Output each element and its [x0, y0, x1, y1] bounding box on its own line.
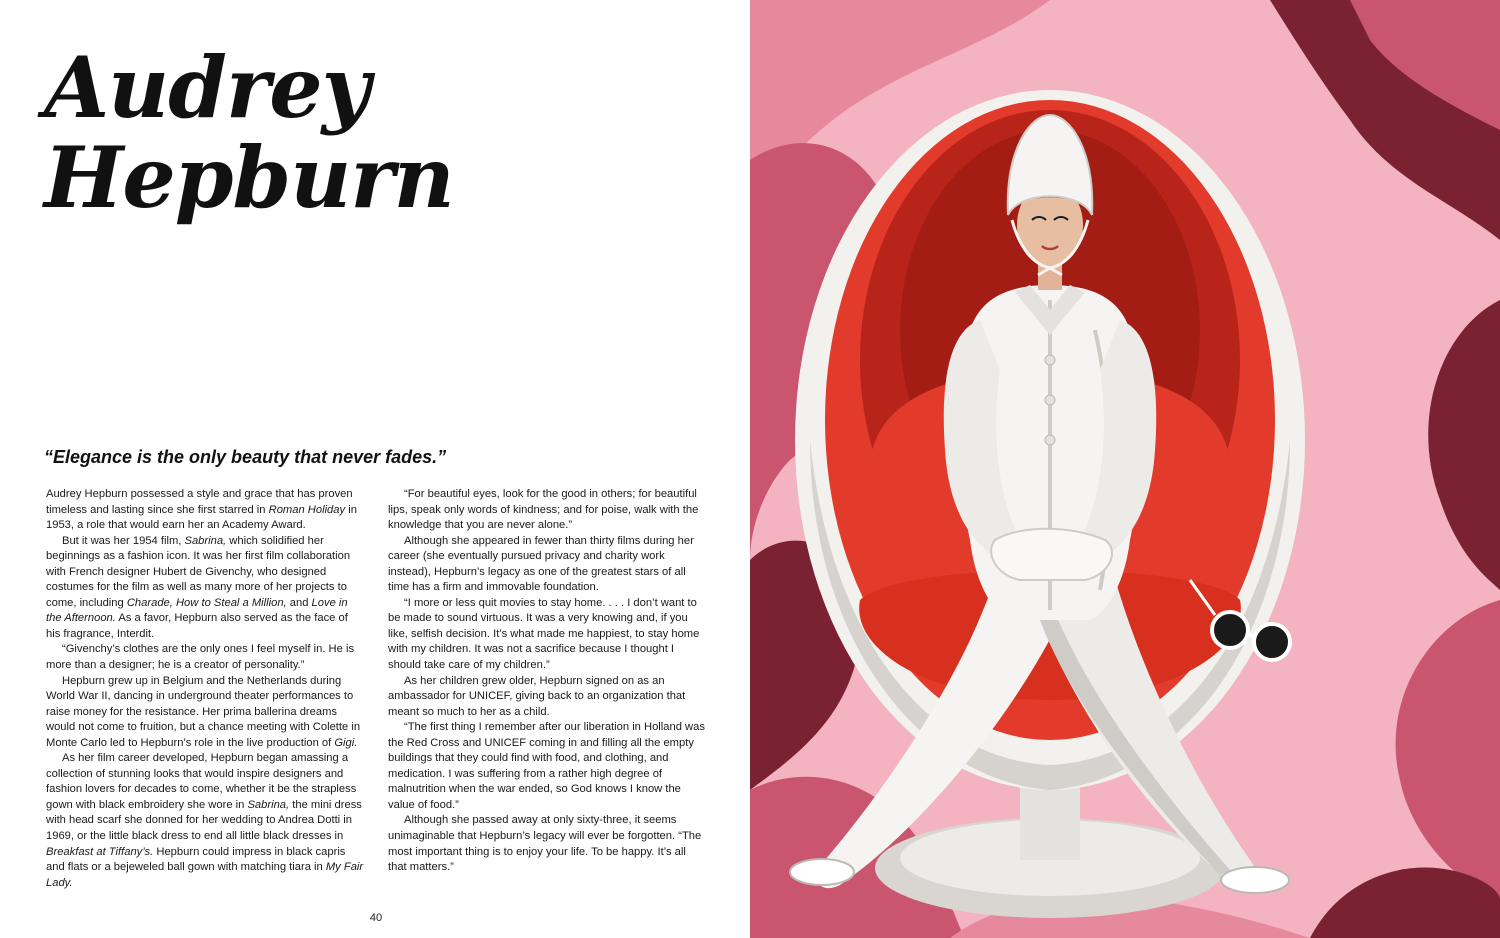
paragraph: Although she passed away at only sixty-three, it seems unimaginable that Hepburn’s legacy will ever be forgotten. “The most important thing is to enjoy your life. To be happy. It’s all that matters.”	[388, 814, 702, 874]
paragraph: As her children grew older, Hepburn signed on as an ambassador for UNICEF, giving back to an organization that meant so much to her as a child.	[388, 674, 686, 718]
page-number: 40	[369, 912, 383, 924]
paragraph: But it was her 1954 film, Sabrina, which solidified her beginnings as a fashion icon. It was her first film collaboration with French designer Hubert de Givenchy, who designed costumes for the film as well as many more of her projects to come, including Charade, How to Steal a Million, and Love in the Afternoon. As a favor, Hepburn also served as the face of his fragrance, Interdit.	[46, 534, 351, 640]
title-last-name: Hepburn	[44, 128, 454, 227]
film-title: Breakfast at Tiffany’s.	[46, 845, 154, 858]
film-title: Roman Holiday	[268, 503, 346, 516]
film-title: Sabrina,	[184, 534, 227, 547]
paragraph: Audrey Hepburn possessed a style and grace that has proven timeless and lasting since she first starred in Roman Holiday in 1953, a role that would earn her an Academy Award.	[46, 488, 357, 532]
film-title: Love in the Afternoon.	[46, 596, 348, 625]
title-first-name: Audrey	[44, 38, 370, 137]
quote-paragraph: “Givenchy’s clothes are the only ones I feel myself in. He is more than a designer; he is a creator of personality.”	[46, 643, 355, 672]
text-column-right	[388, 487, 706, 876]
quote-paragraph: “I more or less quit movies to stay home. . . . I don’t want to be made to sound virtuous. It was a very knowing and, if you like, selfish decision. It’s what made me happiest, to stay home with my children. It was not a sacrifice because I thought I should take care of my children.”	[388, 596, 700, 672]
right-shoe	[1221, 867, 1289, 893]
coat-button	[1045, 355, 1055, 365]
paragraph: Hepburn grew up in Belgium and the Netherlands during World War II, dancing in underground theater performances to raise money for the resistance. Her prima ballerina dreams would not come to fruition, but a chance meeting with Colette in Monte Carlo led to Hepburn’s role in the live production of Gigi.	[46, 674, 361, 749]
illustration-page	[750, 0, 1500, 938]
film-title: Gigi.	[334, 736, 358, 749]
paragraph: As her film career developed, Hepburn began amassing a collection of stunning looks that would inspire designers and fashion lovers for decades to come, whether it be the strapless gown with black embroidery she wore in Sabrina, the mini dress with head scarf she donned for her wedding to Andrea Dotti in 1969, or the little black dress to end all little black dresses in Breakfast at Tiffany’s. Hepburn could impress in black capris and flats or a bejeweled ball gown with matching tiara in My Fair Lady.	[46, 752, 364, 889]
text-column-left	[46, 487, 364, 891]
film-title: Sabrina,	[247, 798, 290, 811]
coat-button	[1045, 435, 1055, 445]
quote-paragraph: “For beautiful eyes, look for the good in others; for beautiful lips, speak only words of kindness; and for poise, walk with the knowledge that you are never alone.”	[388, 488, 699, 532]
left-shoe	[790, 859, 854, 885]
audrey-hepburn-in-egg-chair-illustration-icon	[750, 0, 1500, 938]
page-title	[44, 38, 464, 227]
pull-quote: “Elegance is the only beauty that never fades.”	[44, 447, 447, 467]
film-title: My Fair Lady.	[46, 861, 364, 889]
gloved-hands	[991, 529, 1112, 580]
film-title: Charade, How to Steal a Million,	[126, 596, 287, 609]
paragraph: Although she appeared in fewer than thirty films during her career (she eventually pursued privacy and charity work instead), Hepburn’s legacy as one of the greatest stars of all time has a firm and immovable foundation.	[388, 534, 694, 594]
quote-paragraph: “The first thing I remember after our liberation in Holland was the Red Cross and UNICEF coming in and filling all the empty buildings that they could find with food, and clothing, and medication. I was suffering from a rather high degree of malnutrition when the war ended, so God knows I know the value of food.”	[388, 721, 705, 811]
coat-button	[1045, 395, 1055, 405]
